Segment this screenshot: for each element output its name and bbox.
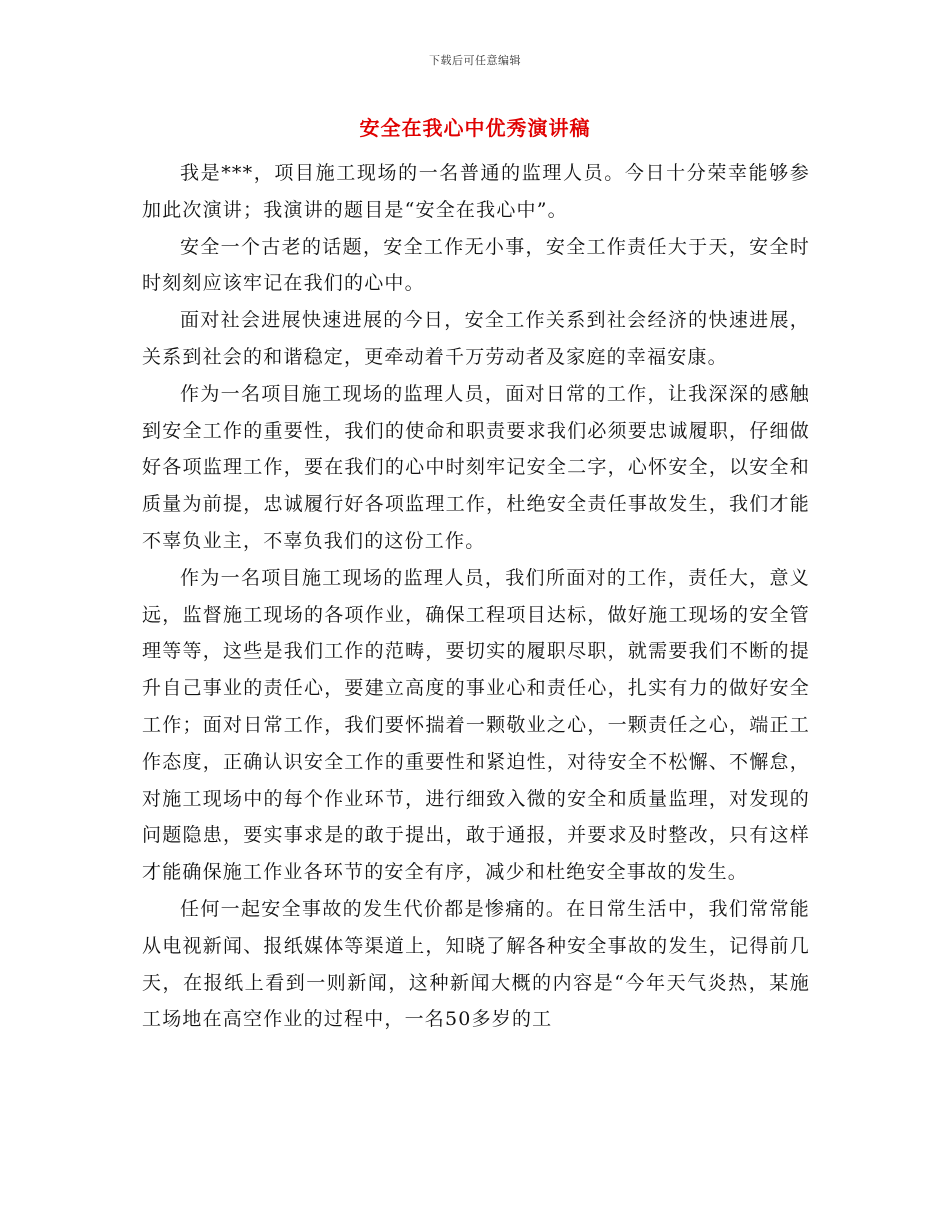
paragraph: 任何一起安全事故的发生代价都是惨痛的。在日常生活中，我们常常能从电视新闻、报纸媒体等渠道上，知晓了解各种安全事故的发生，记得前几天，在报纸上看到一则新闻，这种新闻大概的内容是“今年天气炎热，某施工场地在高空作业的过程中，一名50多岁的工 [142,897,810,1031]
paragraph: 面对社会进展快速进展的今日，安全工作关系到社会经济的快速进展，关系到社会的和谐稳定，更牵动着千万劳动者及家庭的幸福安康。 [142,309,810,368]
paragraph: 作为一名项目施工现场的监理人员，面对日常的工作，让我深深的感触到安全工作的重要性，我们的使命和职责要求我们必须要忠诚履职，仔细做好各项监理工作，要在我们的心中时刻牢记安全二字，心怀安全，以安全和质量为前提，忠诚履行好各项监理工作，杜绝安全责任事故发生，我们才能不辜负业主，不辜负我们的这份工作。 [142,382,810,552]
paragraph: 安全一个古老的话题，安全工作无小事，安全工作责任大于天，安全时时刻刻应该牢记在我们的心中。 [142,235,810,295]
paragraph: 作为一名项目施工现场的监理人员，我们所面对的工作，责任大，意义远，监督施工现场的各项作业，确保工程项目达标，做好施工现场的安全管理等等，这些是我们工作的范畴，要切实的履职尽职，就需要我们不断的提升自己事业的责任心，要建立高度的事业心和责任心，扎实有力的做好安全工作；面对日常工作，我们要怀揣着一颗敬业之心，一颗责任之心，端正工作态度，正确认识安全工作的重要性和紧迫性，对待安全不松懈、不懈怠，对施工现场中的每个作业环节，进行细致入微的安全和质量监理，对发现的问题隐患，要实事求是的敢于提出，敢于通报，并要求及时整改，只有这样才能确保施工作业各环节的安全有序，减少和杜绝安全事故的发生。 [142,566,810,884]
document-body [142,155,810,1038]
page-title: 安全在我心中优秀演讲稿 [359,116,591,140]
paragraph: 我是***，项目施工现场的一名普通的监理人员。今日十分荣幸能够参加此次演讲；我演讲的题目是“安全在我心中”。 [142,162,810,221]
header-note: 下载后可任意编辑 [429,54,521,67]
